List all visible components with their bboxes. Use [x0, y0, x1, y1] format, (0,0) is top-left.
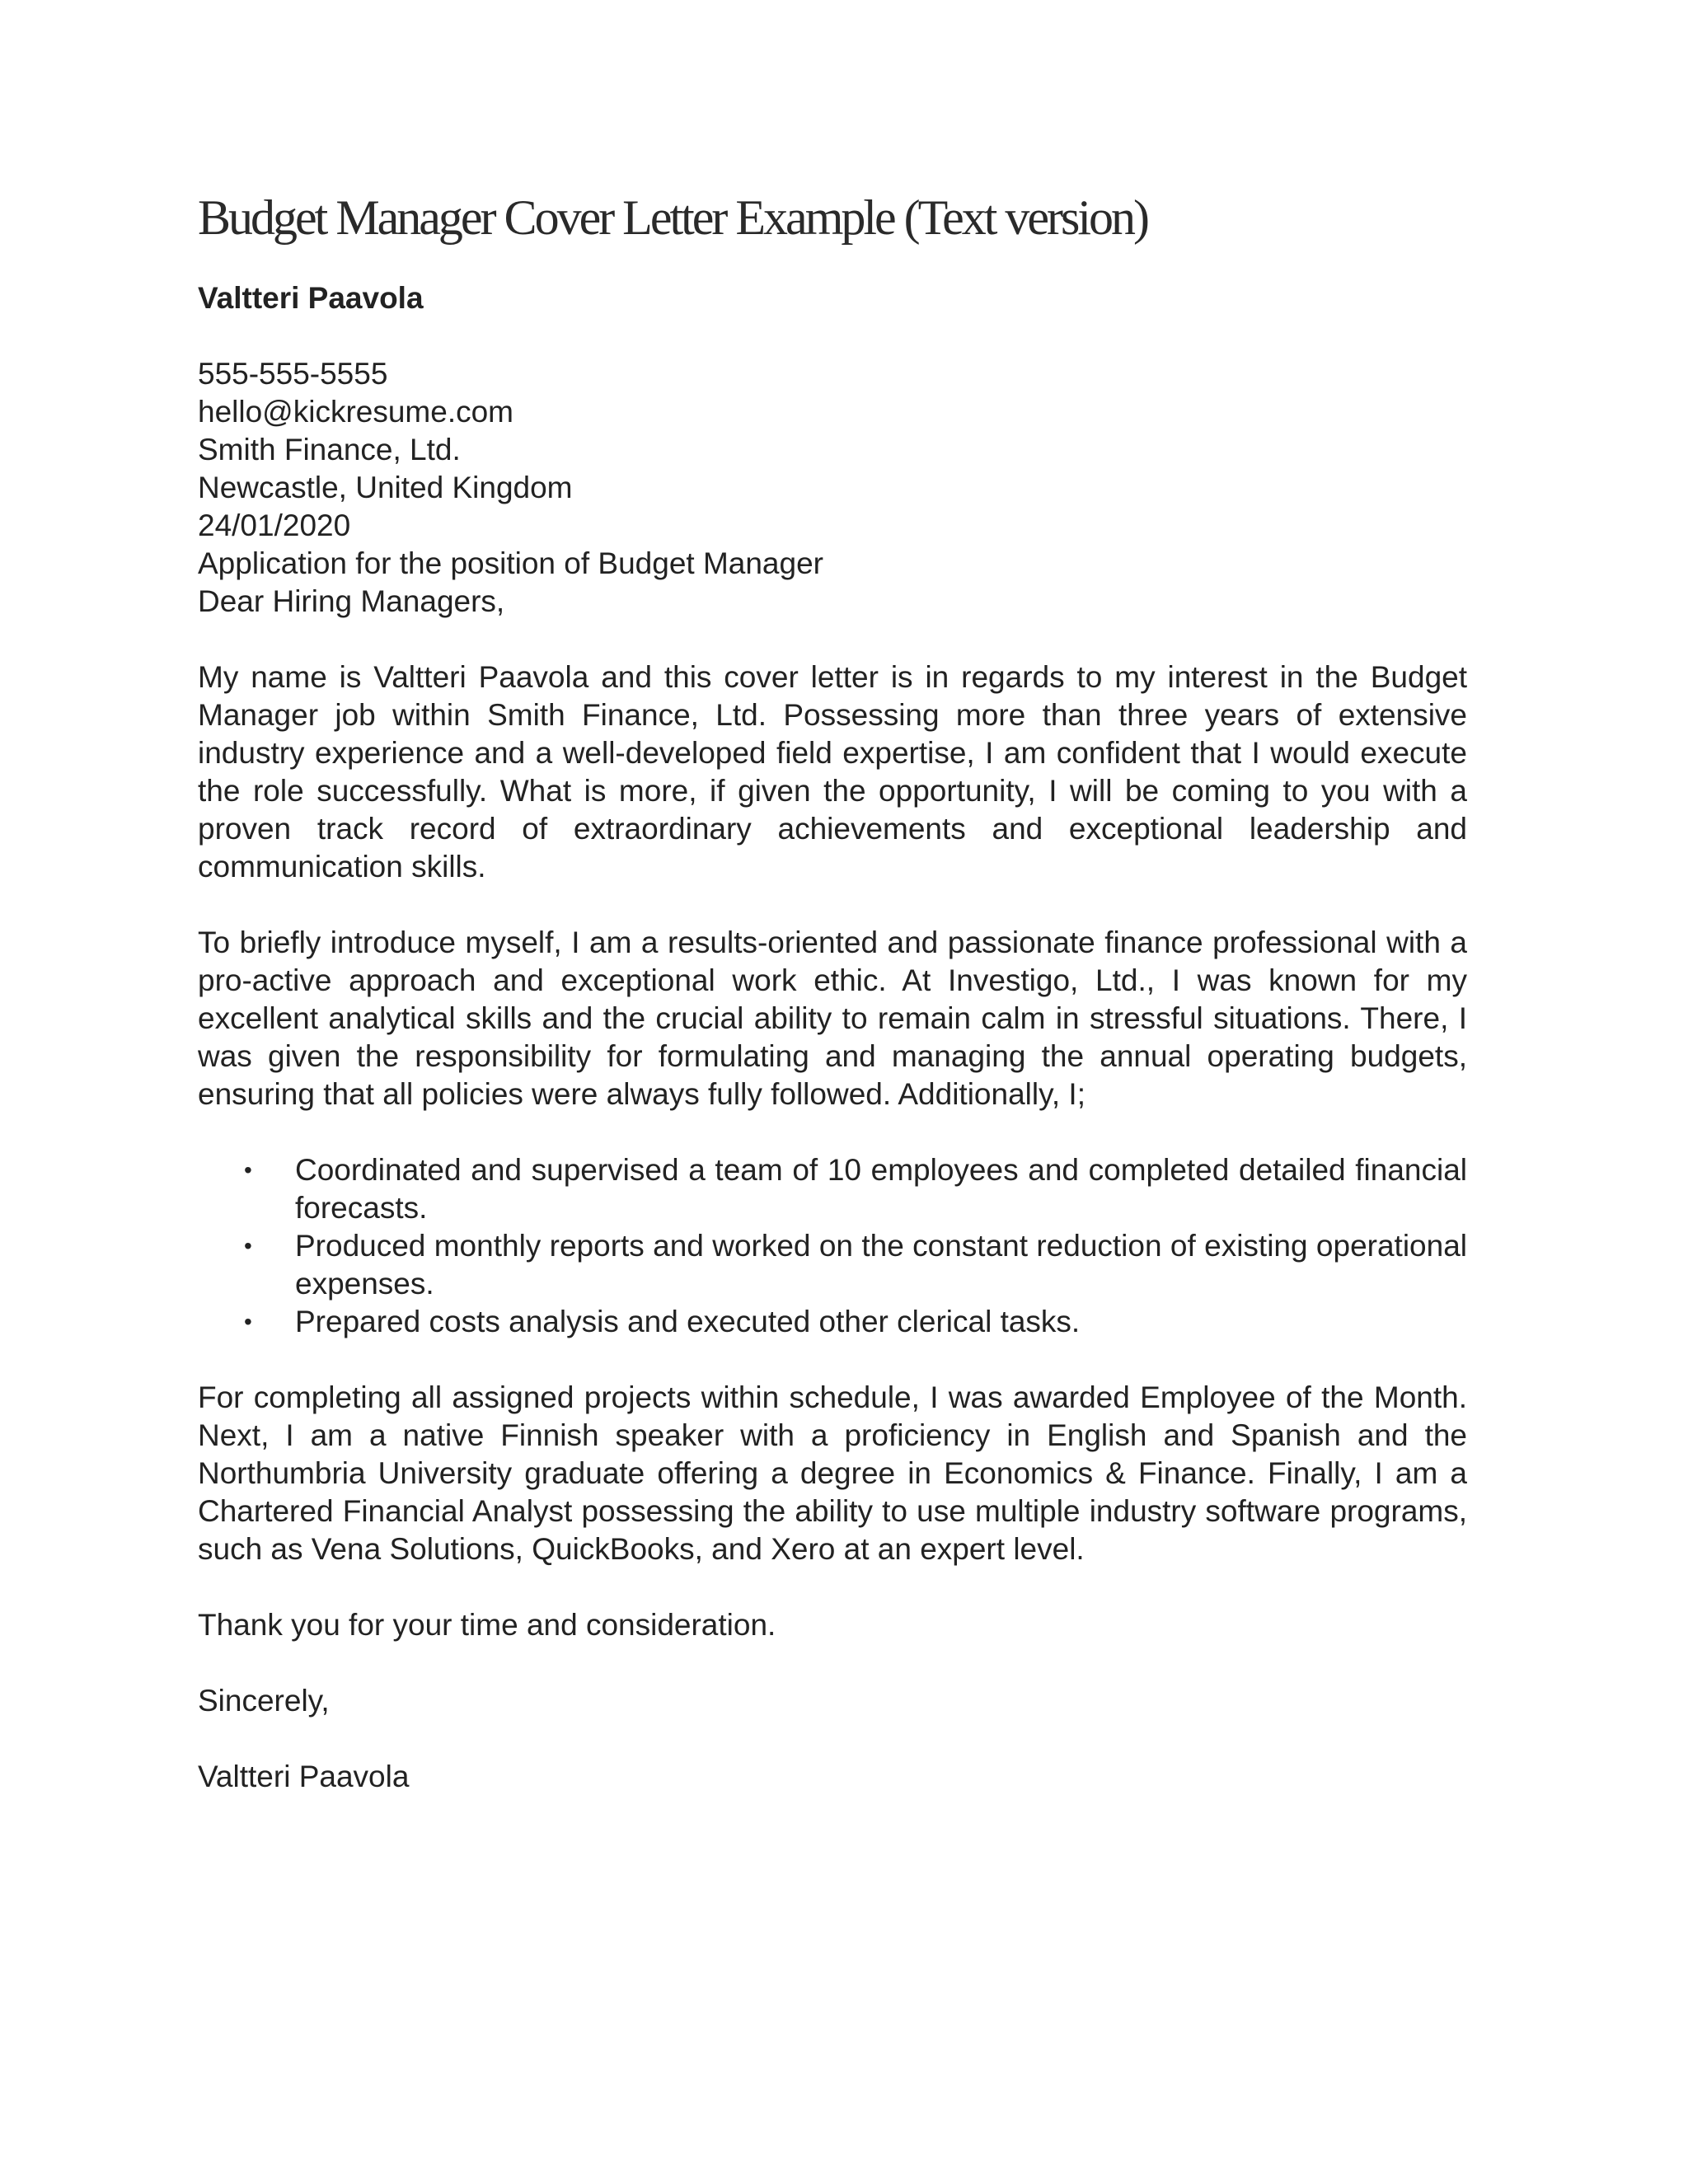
salutation: Dear Hiring Managers,	[198, 584, 505, 618]
letter-date: 24/01/2020	[198, 509, 351, 542]
paragraph-intro: My name is Valtteri Paavola and this cover letter is in regards to my interest in the Budget Manager job within Smith Finance, Ltd. Possessing more than three years of extensive industry experience and a well-developed field expertise, I am confident that I would execute the role successfully. What is more, if given the opportunity, I will be coming to you with a proven track record of extraordinary achievements and exceptional leadership and communication skills.	[198, 660, 1467, 883]
contact-block	[198, 355, 1467, 621]
letter-page	[198, 190, 1467, 1796]
list-item-text: Produced monthly reports and worked on the constant reduction of existing operational expenses.	[295, 1229, 1467, 1301]
bullet-icon: •	[244, 1157, 252, 1183]
document-title: Budget Manager Cover Letter Example (Text version)	[198, 190, 1148, 245]
email-address: hello@kickresume.com	[198, 395, 514, 429]
list-item-text: Coordinated and supervised a team of 10 employees and completed detailed financial forecasts.	[295, 1153, 1467, 1225]
bullet-icon: •	[244, 1309, 252, 1334]
signoff-line: Sincerely,	[198, 1684, 330, 1718]
list-item-text: Prepared costs analysis and executed other clerical tasks.	[295, 1305, 1081, 1338]
list-item	[244, 1151, 1467, 1227]
list-item	[244, 1227, 1467, 1303]
company-name: Smith Finance, Ltd.	[198, 433, 461, 466]
company-location: Newcastle, United Kingdom	[198, 471, 573, 504]
letter-subject: Application for the position of Budget Manager	[198, 546, 823, 580]
signature-name: Valtteri Paavola	[198, 1760, 410, 1793]
bullet-icon: •	[244, 1233, 252, 1258]
phone-number: 555-555-5555	[198, 357, 388, 391]
sender-name-heading: Valtteri Paavola	[198, 281, 424, 315]
letter-body	[198, 279, 1467, 1796]
paragraph-qualifications: For completing all assigned projects within schedule, I was awarded Employee of the Month. Next, I am a native Finnish speaker with a proficiency in English and Spanish and the Northumbria University graduate offering a degree in Economics & Finance. Finally, I am a Chartered Financial Analyst possessing the ability to use multiple industry software programs, such as Vena Solutions, QuickBooks, and Xero at an expert level.	[198, 1380, 1467, 1566]
thanks-line: Thank you for your time and consideration.	[198, 1608, 776, 1642]
paragraph-background: To briefly introduce myself, I am a results-oriented and passionate finance professional with a pro-active approach and exceptional work ethic. At Investigo, Ltd., I was known for my excellent analytical skills and the crucial ability to remain calm in stressful situations. There, I was given the responsibility for formulating and managing the annual operating budgets, ensuring that all policies were always fully followed. Additionally, I;	[198, 926, 1467, 1111]
list-item	[244, 1303, 1467, 1341]
achievements-list	[198, 1151, 1467, 1341]
